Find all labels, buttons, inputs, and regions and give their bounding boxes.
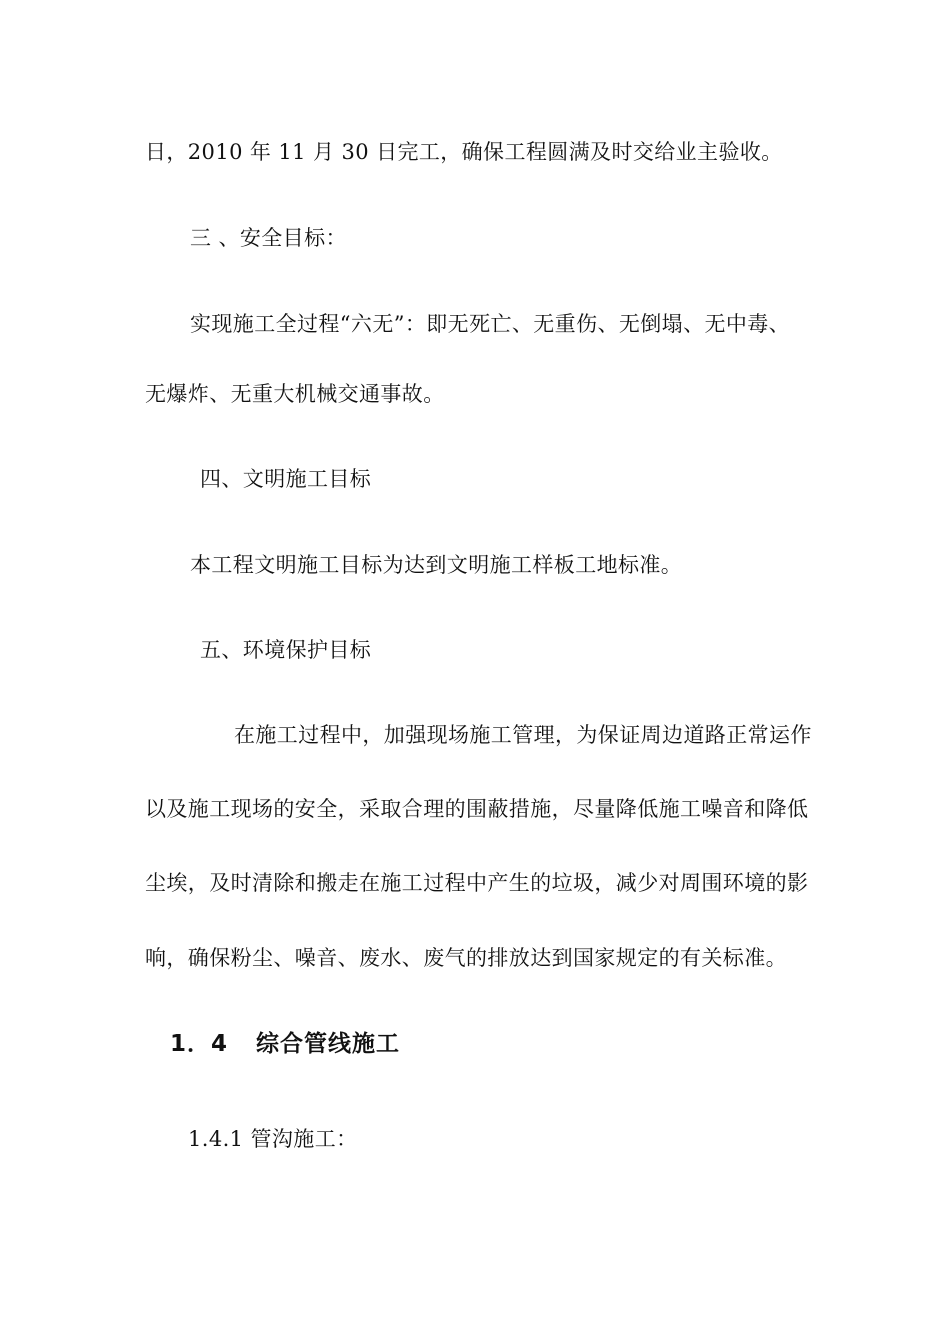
paragraph-civilized-construction: 本工程文明施工目标为达到文明施工样板工地标准。 bbox=[190, 553, 683, 577]
paragraph-safety-line-1: 实现施工全过程“六无”：即无死亡、无重伤、无倒塌、无中毒、 bbox=[190, 312, 791, 336]
paragraph-environment-line-2: 以及施工现场的安全，采取合理的围蔽措施，尽量降低施工噪音和降低 bbox=[145, 797, 809, 821]
section-number: 1．4 bbox=[170, 1031, 229, 1057]
subsection-heading-1-4-1: 1.4.1 管沟施工： bbox=[188, 1127, 358, 1151]
paragraph-environment-line-3: 尘埃，及时清除和搬走在施工过程中产生的垃圾，减少对周围环境的影 bbox=[145, 871, 809, 895]
paragraph-environment-line-4: 响，确保粉尘、噪音、废水、废气的排放达到国家规定的有关标准。 bbox=[145, 946, 787, 970]
heading-safety-goal: 三 、安全目标： bbox=[190, 226, 347, 250]
section-title: 综合管线施工 bbox=[256, 1031, 401, 1057]
heading-civilized-construction-goal: 四、文明施工目标 bbox=[200, 467, 372, 491]
paragraph-safety-line-2: 无爆炸、无重大机械交通事故。 bbox=[145, 382, 445, 406]
section-heading-1-4 bbox=[170, 1030, 400, 1058]
paragraph-completion-line: 日，2010 年 11 月 30 日完工，确保工程圆满及时交给业主验收。 bbox=[145, 140, 783, 164]
heading-environmental-goal: 五、环境保护目标 bbox=[200, 638, 372, 662]
paragraph-environment-line-1: 在施工过程中，加强现场施工管理，为保证周边道路正常运作 bbox=[234, 723, 812, 747]
